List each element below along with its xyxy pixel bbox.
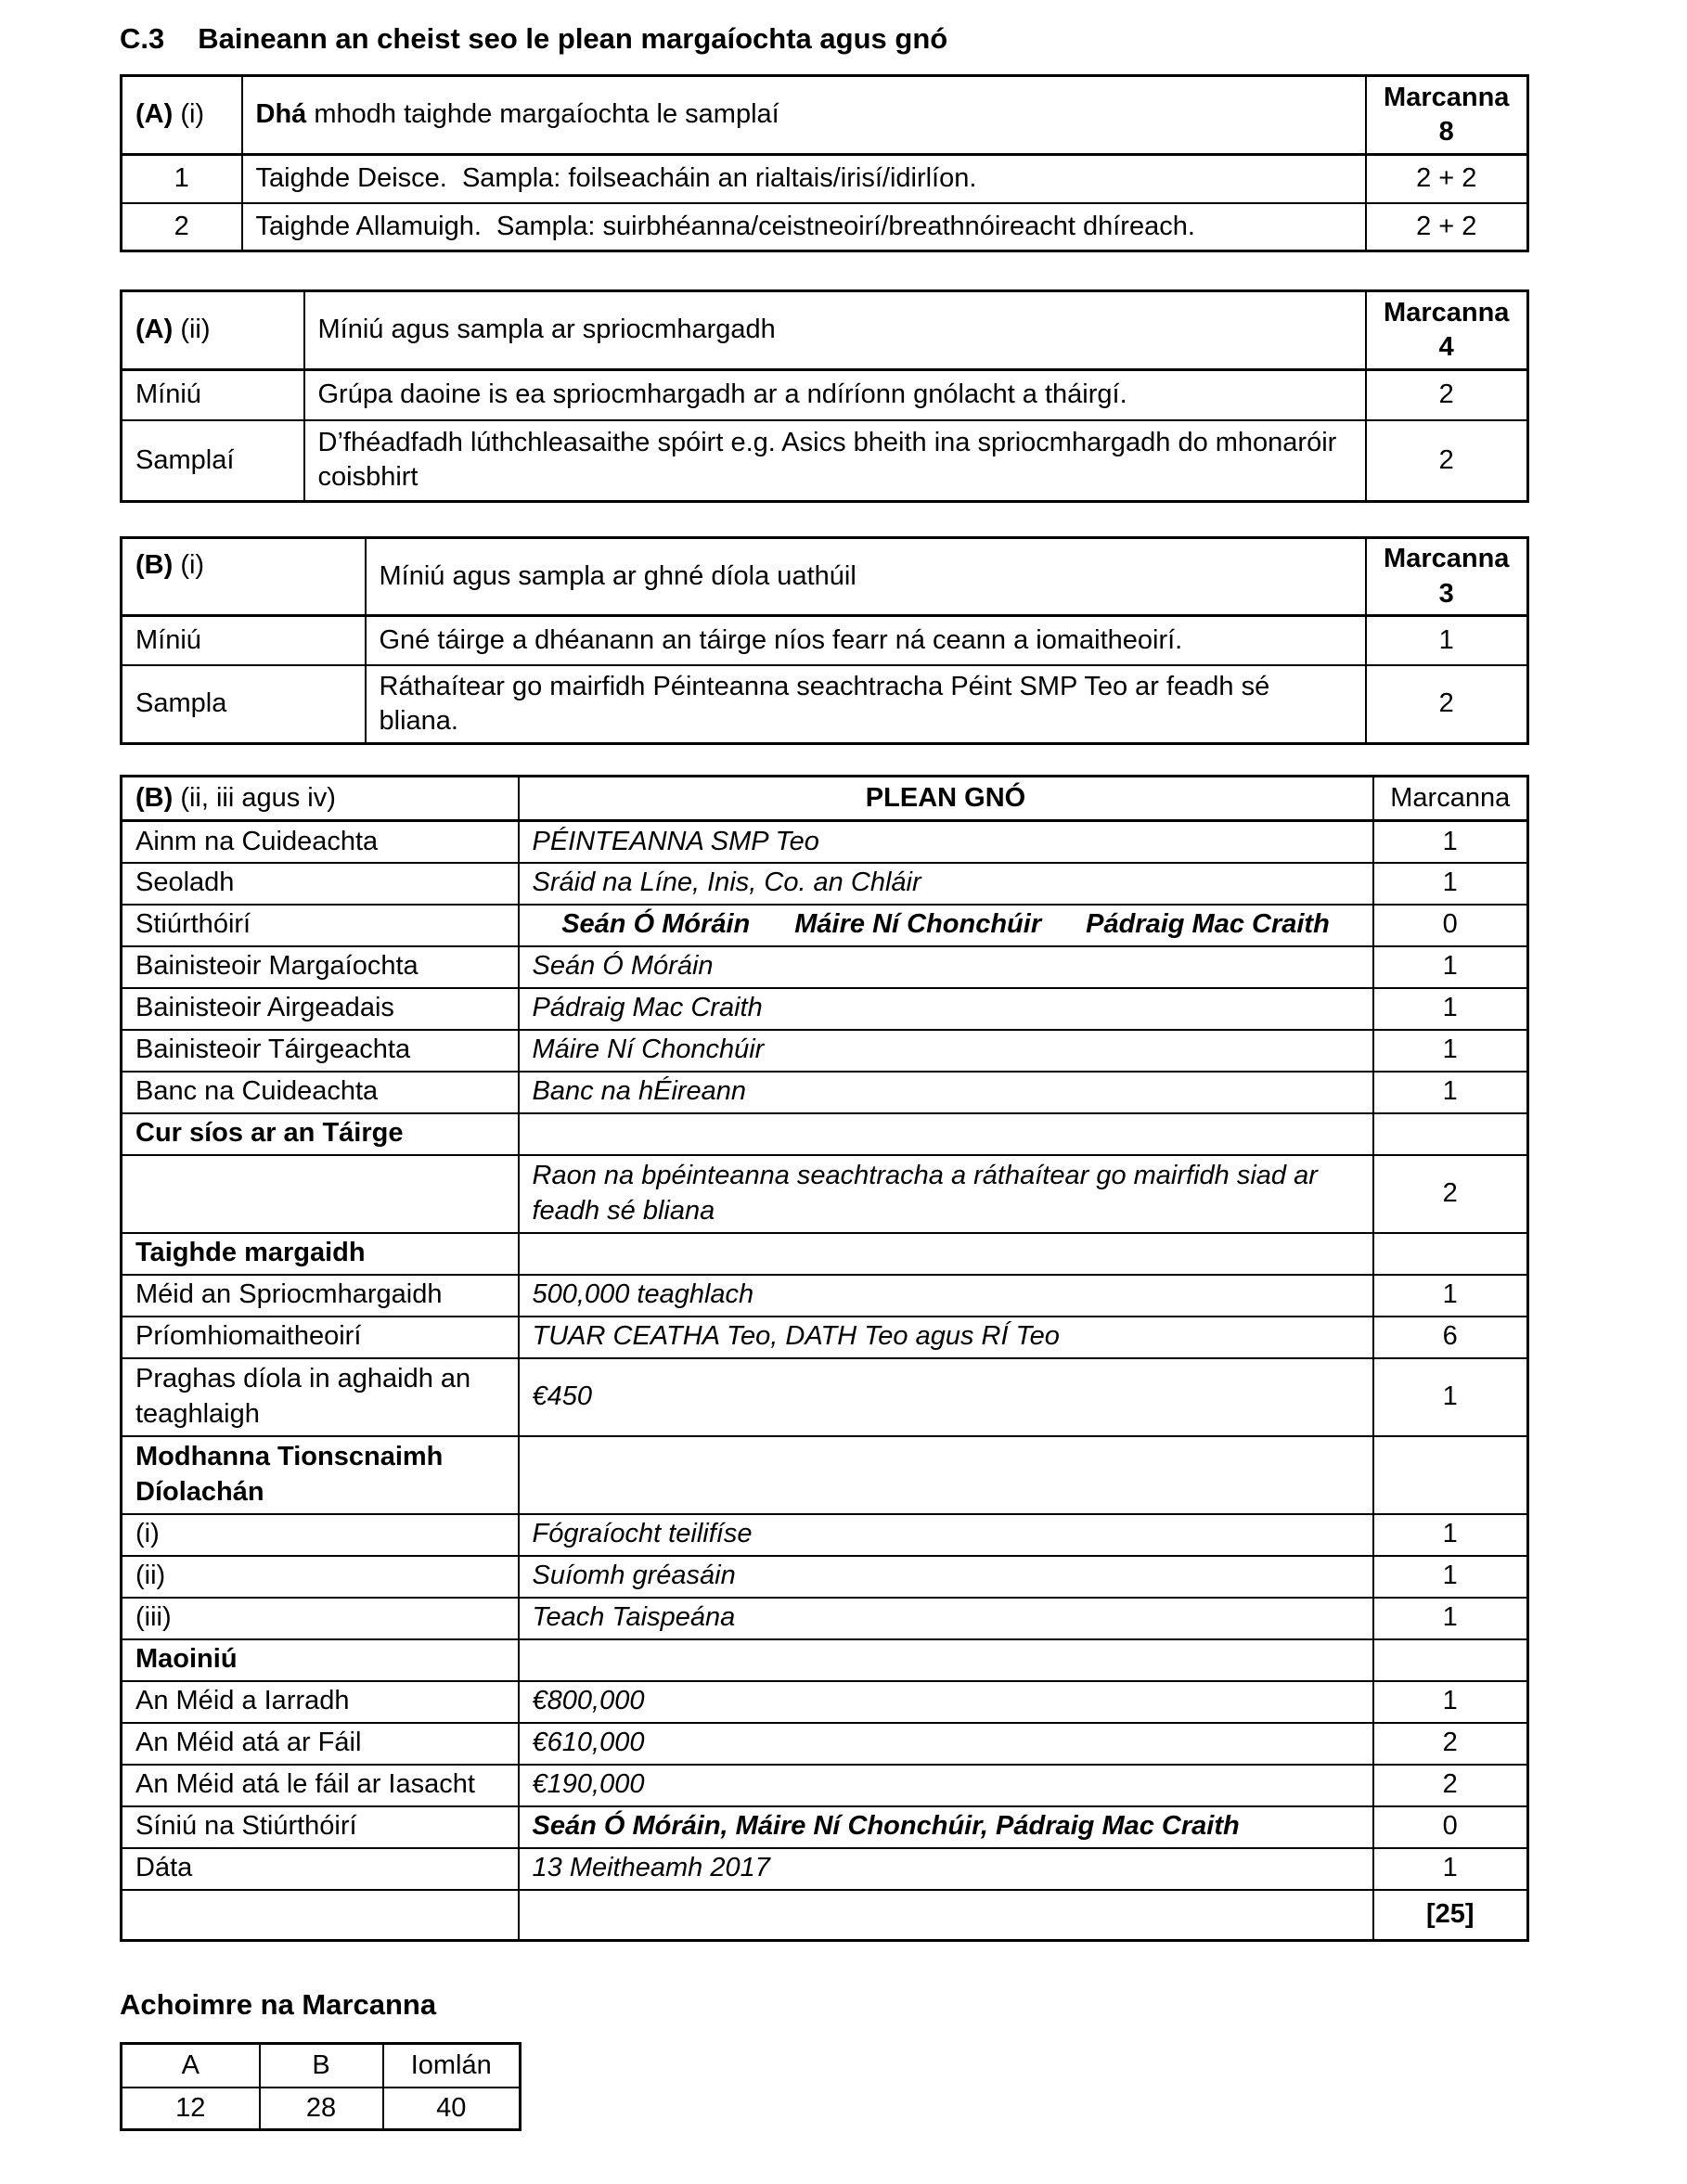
cell-marks: 2 (1366, 665, 1528, 744)
cell-label: Bainisteoir Margaíochta (122, 946, 519, 988)
cell-value: Pádraig Mac Craith (519, 988, 1373, 1030)
marks-label: Marcanna (1384, 544, 1510, 574)
cell-label: Banc na Cuideachta (122, 1072, 519, 1113)
table-row (122, 1556, 1528, 1598)
cell-ref (122, 538, 366, 616)
cell-label: Praghas díola in aghaidh an teaghlaigh (122, 1358, 519, 1436)
table-row (122, 863, 1528, 905)
cell-ref (122, 777, 519, 821)
table-b-i (120, 536, 1529, 745)
cell-value: Seán Ó Móráin (519, 946, 1373, 988)
cell-label: Ainm na Cuideachta (122, 821, 519, 863)
table-row (122, 370, 1528, 420)
cell-marks: 2 + 2 (1366, 203, 1528, 251)
cell-label: An Méid atá ar Fáil (122, 1723, 519, 1765)
cell-label: Bainisteoir Táirgeachta (122, 1030, 519, 1072)
cell-section-label: Modhanna Tionscnaimh Díolachán (122, 1436, 519, 1514)
summary-col-total-header: Iomlán (383, 2044, 521, 2088)
cell-value: Suíomh gréasáin (519, 1556, 1373, 1598)
document-content (120, 0, 1526, 2131)
cell-label: Míniú (122, 370, 304, 420)
table-row (122, 988, 1528, 1030)
cell-label: Stiúrthóirí (122, 905, 519, 946)
cell-marks: 2 (1373, 1765, 1528, 1806)
marks-label: Marcanna (1384, 297, 1510, 328)
table-row (122, 420, 1528, 502)
cell-marks: 0 (1373, 905, 1528, 946)
cell-marks: 1 (1373, 1514, 1528, 1556)
directors-list (533, 907, 1359, 942)
cell-marks: 1 (1366, 616, 1528, 665)
table-a-ii (120, 289, 1529, 503)
cell-marks (1373, 1233, 1528, 1275)
cell-value: PÉINTEANNA SMP Teo (519, 821, 1373, 863)
director-name: Pádraig Mac Craith (1086, 909, 1330, 940)
marks-label: Marcanna (1384, 82, 1510, 112)
summary-table (120, 2042, 522, 2131)
cell-value: Seán Ó Móráin, Máire Ní Chonchúir, Pádraig Mac Craith (519, 1806, 1373, 1848)
table-row (122, 1723, 1528, 1765)
ref-rest: (i) (173, 99, 205, 130)
cell-num: 1 (122, 155, 242, 203)
cell-label: An Méid a Iarradh (122, 1681, 519, 1723)
director-name: Máire Ní Chonchúir (794, 909, 1042, 940)
cell-label: Dáta (122, 1848, 519, 1890)
table-row (122, 2088, 521, 2130)
cell-label: (ii) (122, 1556, 519, 1598)
cell-value: €800,000 (519, 1681, 1373, 1723)
table-row (122, 905, 1528, 946)
summary-value-total: 40 (383, 2088, 521, 2130)
cell-text: D’fhéadfadh lúthchleasaithe spóirt e.g. Asics bheith ina spriocmhargadh do mhonaróir coisbhirt (304, 420, 1366, 502)
cell-value (519, 1890, 1373, 1941)
cell-value-directors (519, 905, 1373, 946)
cell-label: Samplaí (122, 420, 304, 502)
table-row (122, 1275, 1528, 1317)
cell-label: Sampla (122, 665, 366, 744)
cell-label: An Méid atá le fáil ar Iasacht (122, 1765, 519, 1806)
cell-label (122, 1890, 519, 1941)
cell-marks: 1 (1373, 1598, 1528, 1639)
cell-marks: 1 (1373, 863, 1528, 905)
cell-value: TUAR CEATHA Teo, DATH Teo agus RÍ Teo (519, 1317, 1373, 1358)
table-row (122, 1848, 1528, 1890)
cell-marks (1373, 1436, 1528, 1514)
cell-section-label: Maoiniú (122, 1639, 519, 1681)
cell-marks: 2 (1366, 420, 1528, 502)
table-row (122, 946, 1528, 988)
table-row (122, 1317, 1528, 1358)
cell-text: Gné táirge a dhéanann an táirge níos fearr ná ceann a iomaitheoirí. (366, 616, 1366, 665)
cell-value: Máire Ní Chonchúir (519, 1030, 1373, 1072)
ref-bold: (B) (135, 782, 174, 813)
cell-value: 13 Meitheamh 2017 (519, 1848, 1373, 1890)
cell-value (519, 1639, 1373, 1681)
cell-marks: 1 (1373, 1681, 1528, 1723)
cell-marks: 1 (1373, 821, 1528, 863)
cell-marks (1373, 1639, 1528, 1681)
cell-marks: 1 (1373, 1848, 1528, 1890)
cell-value: Fógraíocht teilifíse (519, 1514, 1373, 1556)
cell-marks: 0 (1373, 1806, 1528, 1848)
summary-heading: Achoimre na Marcanna (120, 1988, 437, 2021)
cell-value: Raon na bpéinteanna seachtracha a ráthaítear go mairfidh siad ar feadh sé bliana (519, 1155, 1373, 1233)
cell-label: (iii) (122, 1598, 519, 1639)
cell-label (122, 1155, 519, 1233)
cell-marks-header (1366, 76, 1528, 155)
table-row (122, 538, 1528, 616)
cell-label: Bainisteoir Airgeadais (122, 988, 519, 1030)
table-row (122, 1072, 1528, 1113)
table-row (122, 1806, 1528, 1848)
cell-section-label: Taighde margaidh (122, 1233, 519, 1275)
cell-label: Seoladh (122, 863, 519, 905)
cell-value (519, 1233, 1373, 1275)
table-row (122, 777, 1528, 821)
ref-bold: (A) (135, 315, 174, 345)
cell-marks: 2 + 2 (1366, 155, 1528, 203)
cell-label: Príomhiomaitheoirí (122, 1317, 519, 1358)
ref-rest: (ii) (173, 315, 211, 345)
cell-text: Taighde Deisce. Sampla: foilseacháin an rialtais/irisí/idirlíon. (242, 155, 1366, 203)
cell-table-title: PLEAN GNÓ (519, 777, 1373, 821)
table-row (122, 1233, 1528, 1275)
marks-total: 4 (1438, 332, 1454, 362)
cell-text: Ráthaítear go mairfidh Péinteanna seachtracha Péint SMP Teo ar feadh sé bliana. (366, 665, 1366, 744)
summary-value-a: 12 (122, 2088, 260, 2130)
cell-marks: 2 (1373, 1723, 1528, 1765)
table-row (122, 1639, 1528, 1681)
cell-marks: 1 (1373, 1275, 1528, 1317)
table-row (122, 155, 1528, 203)
cell-desc: Míniú agus sampla ar spriocmhargadh (304, 291, 1366, 370)
table-row (122, 1681, 1528, 1723)
ref-rest: (i) (173, 550, 205, 580)
table-row (122, 1030, 1528, 1072)
cell-value: 500,000 teaghlach (519, 1275, 1373, 1317)
cell-value: Teach Taispeána (519, 1598, 1373, 1639)
table-row (122, 203, 1528, 251)
cell-value: €610,000 (519, 1723, 1373, 1765)
cell-value: €450 (519, 1358, 1373, 1436)
desc-bold: Dhá (255, 99, 307, 130)
cell-marks: 1 (1373, 946, 1528, 988)
cell-marks: 6 (1373, 1317, 1528, 1358)
table-row (122, 1436, 1528, 1514)
table-row (122, 291, 1528, 370)
cell-marks-header (1366, 538, 1528, 616)
page-title (120, 22, 1526, 56)
cell-text: Grúpa daoine is ea spriocmhargadh ar a ndíríonn gnólacht a tháirgí. (304, 370, 1366, 420)
cell-marks: 1 (1373, 988, 1528, 1030)
table-row (122, 1890, 1528, 1941)
table-row (122, 1598, 1528, 1639)
desc-rest: mhodh taighde margaíochta le samplaí (306, 99, 779, 130)
director-name: Seán Ó Móráin (561, 909, 751, 940)
cell-marks: 1 (1373, 1358, 1528, 1436)
table-a-i (120, 74, 1529, 252)
summary-col-b-header: B (260, 2044, 383, 2088)
cell-marks-header: Marcanna (1373, 777, 1528, 821)
table-row (122, 1514, 1528, 1556)
ref-rest: (ii, iii agus iv) (173, 782, 336, 813)
section-title-text: Baineann an cheist seo le plean margaíochta agus gnó (198, 22, 948, 55)
table-row (122, 1765, 1528, 1806)
summary-col-a-header: A (122, 2044, 260, 2088)
cell-marks: 1 (1373, 1072, 1528, 1113)
table-row (122, 1358, 1528, 1436)
ref-bold: (A) (135, 99, 174, 130)
cell-label: Méid an Spriocmhargaidh (122, 1275, 519, 1317)
cell-value: Sráid na Líne, Inis, Co. an Chláir (519, 863, 1373, 905)
cell-text: Taighde Allamuigh. Sampla: suirbhéanna/ceistneoirí/breathnóireacht dhíreach. (242, 203, 1366, 251)
cell-marks: 2 (1366, 370, 1528, 420)
table-row (122, 1113, 1528, 1155)
cell-section-label: Cur síos ar an Táirge (122, 1113, 519, 1155)
cell-label: Síniú na Stiúrthóirí (122, 1806, 519, 1848)
cell-value: Banc na hÉireann (519, 1072, 1373, 1113)
ref-bold: (B) (135, 550, 174, 580)
cell-marks-header (1366, 291, 1528, 370)
cell-num: 2 (122, 203, 242, 251)
cell-marks: 2 (1373, 1155, 1528, 1233)
marks-total: 8 (1438, 117, 1454, 147)
table-row (122, 2044, 521, 2088)
marks-total: 3 (1438, 578, 1454, 609)
table-row (122, 821, 1528, 863)
cell-value (519, 1436, 1373, 1514)
cell-label: Míniú (122, 616, 366, 665)
table-row (122, 665, 1528, 744)
cell-desc: Míniú agus sampla ar ghné díola uathúil (366, 538, 1366, 616)
cell-marks (1373, 1113, 1528, 1155)
cell-ref (122, 291, 304, 370)
cell-value: €190,000 (519, 1765, 1373, 1806)
table-row (122, 76, 1528, 155)
summary-value-b: 28 (260, 2088, 383, 2130)
cell-marks: 1 (1373, 1030, 1528, 1072)
table-row (122, 1155, 1528, 1233)
cell-total-marks: [25] (1373, 1890, 1528, 1941)
cell-desc (242, 76, 1366, 155)
cell-label: (i) (122, 1514, 519, 1556)
cell-ref (122, 76, 242, 155)
cell-value (519, 1113, 1373, 1155)
table-plean-gno (120, 775, 1529, 1942)
cell-marks: 1 (1373, 1556, 1528, 1598)
section-number: C.3 (120, 22, 165, 55)
table-row (122, 616, 1528, 665)
